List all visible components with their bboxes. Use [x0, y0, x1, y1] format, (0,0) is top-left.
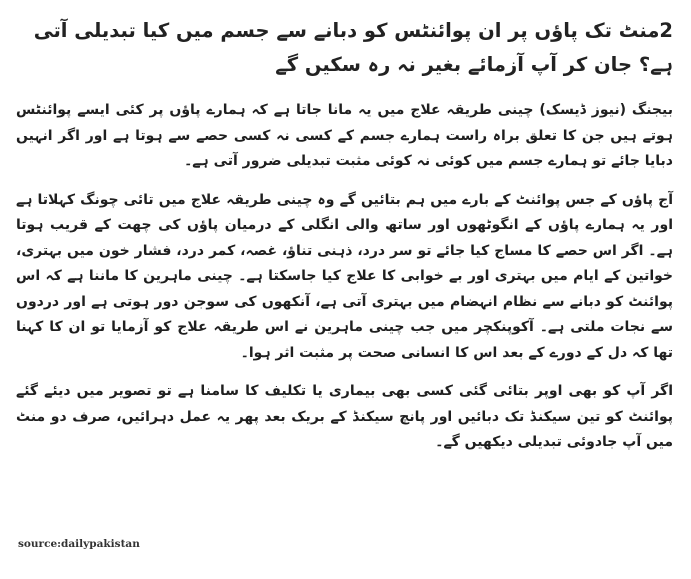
article-paragraph-intro: بیجنگ (نیوز ڈیسک) چینی طریقہ علاج میں یہ مانا جاتا ہے کہ ہمارے پاؤں پر کئی ایسے پوائنٹس ہوتے ہیں جن کا تعلق براہ راست ہمارے جسم کے کسی نہ کسی حصے سے ہوتا ہے اور اگر انہیں دبایا جائے تو ہمارے جسم میں کوئی نہ کوئی مثبت تبدیلی ضرور آتی ہے۔: [16, 102, 673, 169]
article-paragraph-instructions: اگر آپ کو بھی اوپر بتائی گئی کسی بھی بیماری یا تکلیف کا سامنا ہے تو تصویر میں دیئے گئے پوائنٹ کو تین سیکنڈ تک دبائیں اور پانچ سیکنڈ کے بریک بعد پھر یہ عمل دہرائیں، صرف دو منٹ میں آپ جادوئی تبدیلی دیکھیں گے۔: [16, 383, 673, 450]
article-body: [16, 98, 673, 456]
source-credit: source:dailypakistan: [18, 538, 140, 550]
article-paragraph-details: آج پاؤں کے جس پوائنٹ کے بارے میں ہم بتائیں گے وہ چینی طریقہ علاج میں تائی چونگ کہلاتا ہے اور یہ ہمارے پاؤں کے انگوٹھوں اور ساتھ والی انگلی کے درمیان پاؤں کی چھت کے قریب ہوتا ہے۔ اگر اس حصے کا مساج کیا جائے تو سر درد، ذہنی تناؤ، غصہ، کمر درد، فشار خون میں بہتری، خواتین کے ایام میں بہتری اور بے خوابی کا علاج کیا جاسکتا ہے۔ چینی ماہرین کا ماننا ہے کہ اس پوائنٹ کو دبانے سے نظام انہضام میں بہتری آتی ہے، آنکھوں کی سوجن دور ہوتی ہے اور دردوں سے نجات ملتی ہے۔ آکوپنکچر میں جب چینی ماہرین نے اس طریقہ علاج کو آزمایا تو ان کا کہنا تھا کہ دل کے دورے کے بعد اس کا انسانی صحت پر مثبت اثر ہوا۔: [16, 191, 673, 361]
article-headline: 2منٹ تک پاؤں پر ان پوائنٹس کو دبانے سے جسم میں کیا تبدیلی آتی ہے؟ جان کر آپ آزمائے بغیر نہ رہ سکیں گے: [33, 19, 673, 76]
